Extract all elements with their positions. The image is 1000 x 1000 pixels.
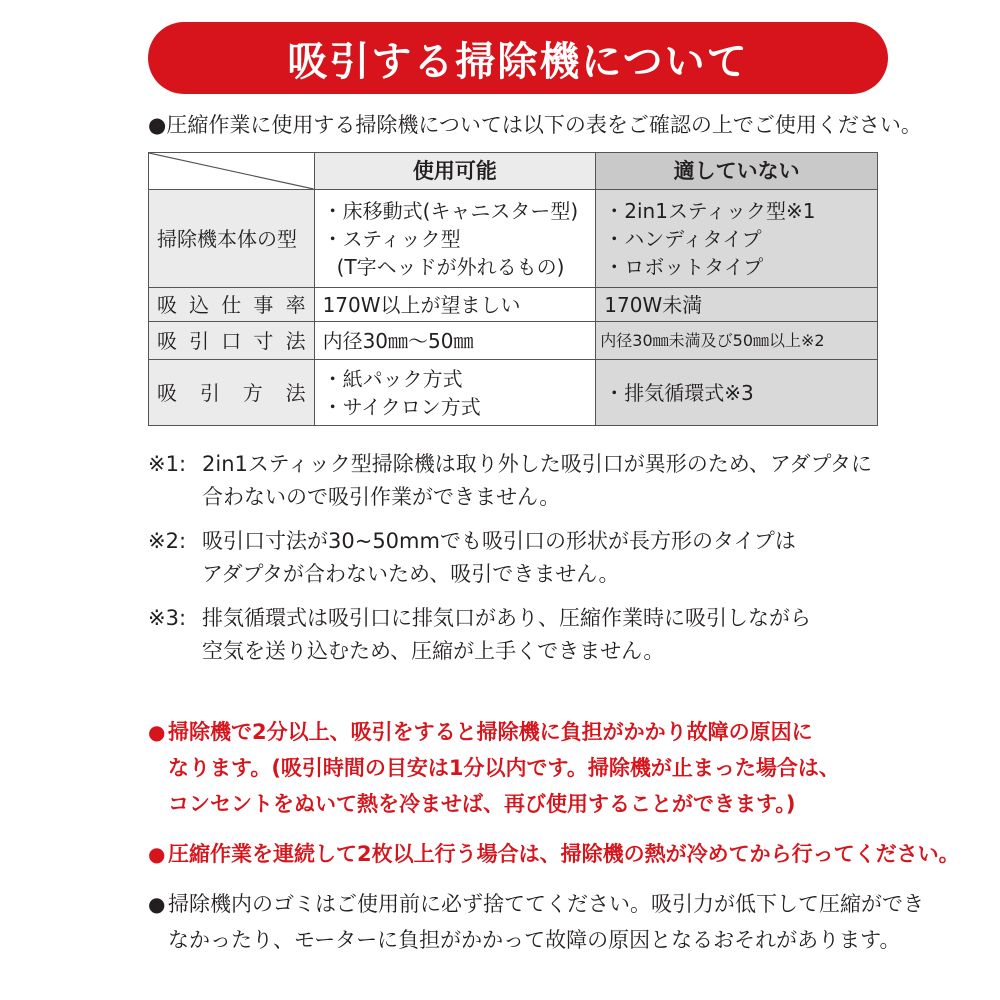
cell-line: ・ロボットタイプ	[604, 254, 764, 279]
warnings	[148, 714, 960, 972]
table-row	[149, 190, 878, 288]
header-usable: 使用可能	[314, 153, 596, 190]
table-corner-cell	[149, 153, 315, 190]
cell-line: ・スティック型	[322, 226, 461, 251]
diagonal-divider	[149, 153, 314, 189]
row-label-size: 吸引口寸法	[149, 322, 315, 360]
cell-line: ・紙パック方式	[322, 366, 463, 391]
bullet-icon: ●	[148, 892, 166, 916]
footnote-3	[148, 602, 908, 668]
cell-size-ng: 内径30㎜未満及び50㎜以上※2	[596, 322, 878, 360]
warning-line: 掃除機内のゴミはご使用前に必ず捨ててください。吸引力が低下して圧縮ができ	[168, 892, 924, 916]
footnote-2	[148, 525, 908, 591]
header-not-suitable: 適していない	[596, 153, 878, 190]
compatibility-table	[148, 152, 878, 426]
footnote-line: 吸引口寸法が30~50mmでも吸引口の形状が長方形のタイプは	[202, 529, 796, 553]
cell-method-ng: ・排気循環式※3	[596, 360, 878, 426]
cell-size-ok: 内径30㎜～50㎜	[314, 322, 596, 360]
cell-type-ok	[314, 190, 596, 288]
warning-line: なかったり、モーターに負担がかかって故障の原因となるおそれがあります。	[168, 928, 901, 952]
table-row	[149, 288, 878, 322]
cell-method-ok	[314, 360, 596, 426]
warning-line: なります。(吸引時間の目安は1分以内です。掃除機が止まった場合は、	[168, 756, 840, 780]
page-title: 吸引する掃除機について	[287, 38, 749, 85]
cell-line: (T字ヘッドが外れるもの)	[336, 254, 565, 279]
row-label-power: 吸込仕事率	[149, 288, 315, 322]
table-row	[149, 322, 878, 360]
title-banner	[148, 22, 888, 94]
warning-overheat	[148, 714, 908, 822]
warning-line: 圧縮作業を連続して2枚以上行う場合は、掃除機の熱が冷めてから行ってください。	[168, 842, 960, 866]
footnote-line: 合わないので吸引作業ができません。	[202, 485, 561, 509]
row-label-type: 掃除機本体の型	[149, 190, 315, 288]
cell-line: ・サイクロン方式	[322, 394, 481, 419]
cell-power-ok: 170W以上が望ましい	[314, 288, 596, 322]
cell-line: ・床移動式(キャニスター型)	[322, 198, 579, 223]
warning-line: 掃除機で2分以上、吸引をすると掃除機に負担がかかり故障の原因に	[168, 720, 813, 744]
footnote-line: アダプタが合わないため、吸引できません。	[202, 562, 620, 586]
cell-power-ng: 170W未満	[596, 288, 878, 322]
table-header-row	[149, 153, 878, 190]
footnote-mark: ※3:	[148, 606, 187, 630]
footnote-mark: ※1:	[148, 452, 187, 476]
footnote-line: 空気を送り込むため、圧縮が上手くできません。	[202, 639, 665, 663]
cell-line: ・ハンディタイプ	[604, 226, 762, 251]
footnote-1	[148, 448, 908, 514]
footnote-line: 排気循環式は吸引口に排気口があり、圧縮作業時に吸引しながら	[202, 606, 811, 630]
warning-empty-dust	[148, 886, 924, 958]
footnote-mark: ※2:	[148, 529, 187, 553]
footnote-line: 2in1スティック型掃除機は取り外した吸引口が異形のため、アダプタに	[202, 452, 872, 476]
warning-line: コンセントをぬいて熱を冷ませば、再び使用することができます。)	[168, 792, 796, 816]
intro-text: ●圧縮作業に使用する掃除機については以下の表をご確認の上でご使用ください。	[148, 113, 922, 137]
table-row	[149, 360, 878, 426]
bullet-icon: ●	[148, 720, 166, 744]
bullet-icon: ●	[148, 842, 166, 866]
row-label-method: 吸引方法	[149, 360, 315, 426]
warning-continuous	[148, 836, 960, 872]
cell-type-ng	[596, 190, 878, 288]
cell-line: ・2in1スティック型※1	[604, 198, 816, 223]
footnotes	[148, 448, 908, 679]
